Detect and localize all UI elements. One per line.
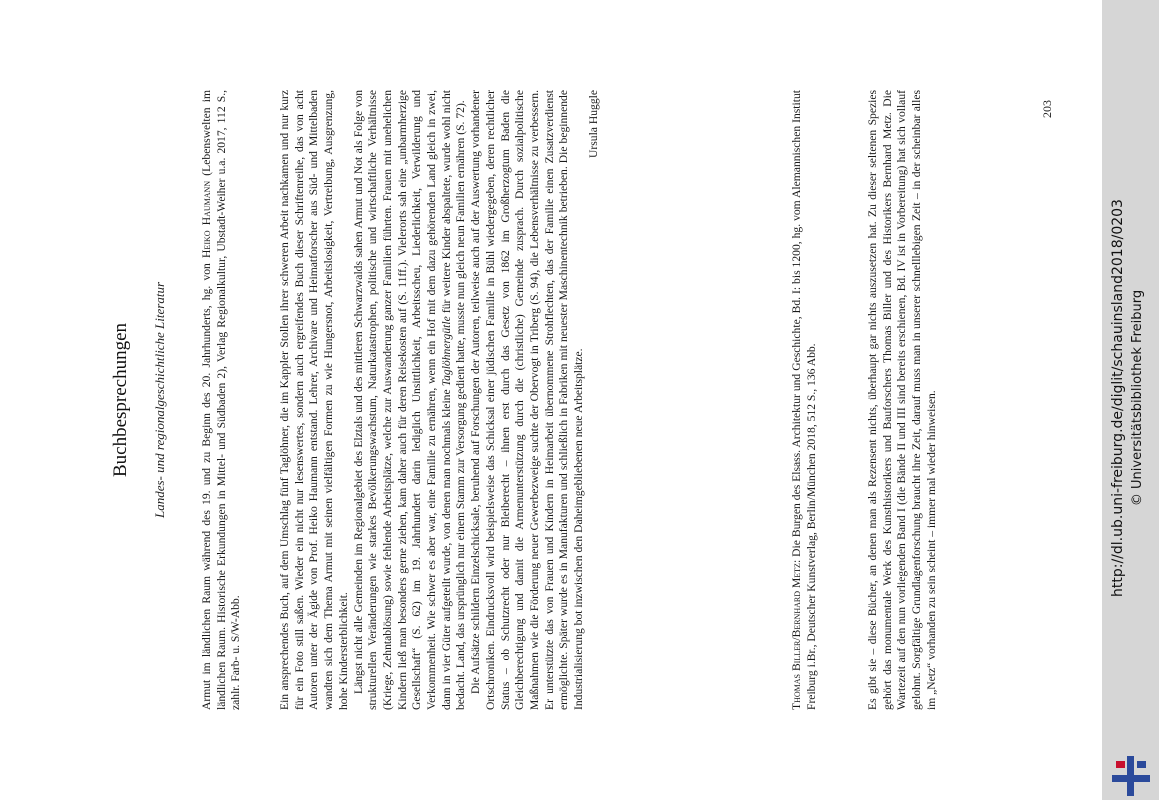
copyright-notice: © Universitätsbibliothek Freiburg xyxy=(1130,289,1145,507)
review-2-paragraph-1: Es gibt sie – diese Bücher, an denen man als Rezensent nichts, überhaupt gar nichts auszusetzen hat. Zu dieser seltenen Spezies gehört das monumentale Werk des Kunsthistorikers und Bauforschers Thomas Biller und des Historikers Bernhard Metz. Die Wartezeit auf den nun vorliegenden Band I (die Bände II und III sind bereits erschienen, Bd. IV ist in Vorbereitung) hat sich vollauf gelohnt. Sorgfältige Grundlagenforschung braucht ihre Zeit, darauf muss man in unserer schnelllebigen Zeit – in der scheinbar alles im „Netz“ vorhanden zu sein scheint – immer mal wieder hinweisen. xyxy=(866,90,938,710)
review-1-paragraph-3: Die Aufsätze schildern Einzelschicksale, beruhend auf Forschungen der Autoren, teilweise auch auf der Auswertung vorhandener Ortschroniken. Eindrucksvoll wird beispielsweise das Schicksal einer jüdischen Familie in Bühl wiedergegeben, deren rechtlicher Status – ob Schutzrecht oder nur Bleiberecht – ihnen erst durch das Gesetz von 1862 im Großherzogtum Baden die Gleichberechtigung und damit die Armenunterstützung durch die (christliche) Gemeinde zusprach. Durch sozialpolitische Maßnahmen wie die Förderung neuer Gewerbezweige suchte der Obervogt in Triberg (S. 94), die Lebensverhältnisse zu verbessern. Er unterstützte das von Frauen und Kindern in Heimarbeit übernommene Strohflechten, das der Familie einen Zusatzverdienst ermöglichte. Später wurde es in Manufakturen und schließlich in Fabriken mit neuester Maschinentechnik betrieben. Die beginnende Industrialisierung bot inzwischen den Daheimgebliebenen neue Arbeitsplätze. xyxy=(469,90,586,710)
author-2: Bernhard Metz xyxy=(790,563,803,638)
author-1: Thomas Biller xyxy=(790,640,803,710)
paragraph-2-text-b: für weitere Kinder abspaltete, wurde wohl nicht bedacht. Land, das ursprünglich nur einem Stamm zur Versorgung gedient hatte, musste nun gleich neun Familien ernähren (S. 72). xyxy=(439,90,468,710)
reviewer-signature: Ursula Huggle xyxy=(586,90,600,158)
citation-details: (Lebenswelten im ländlichen Raum. Historische Erkundungen in Mittel- und Südbaden 2), Verlag Regionalkultur, Ubstadt-Weiher u.a. 2017, 112 S., zahlr. Farb- u. S/W-Abb. xyxy=(200,90,243,710)
review-1-paragraph-2 xyxy=(352,90,470,710)
review-2-body xyxy=(866,90,940,710)
author-separator: / xyxy=(790,637,803,641)
review-2-citation xyxy=(790,90,819,710)
review-1-paragraph-1: Ein ansprechendes Buch, auf dem Umschlag fünf Taglöhner, die im Kappler Stollen ihrer schweren Arbeit nachkamen und nur kurz für ein Foto still saßen. Wieder ein nicht nur lesenswertes, sondern auch ergreifendes Buch dieser Schriftenreihe, das von acht Autoren unter der Ägide von Prof. Heiko Haumann entstand. Lehrer, Archivare und Heimatforscher aus Süd- und Mittelbaden wandten sich dem Thema Armut mit seinen vielfältigen Formen zu wie Hungersnot, Arbeitslosigkeit, Vertreibung, Ausgrenzung, hohe Kindersterblichkeit. xyxy=(278,90,350,710)
editor-name: Heiko Haumann xyxy=(200,180,213,258)
page-number: 203 xyxy=(1040,100,1054,118)
citation-title: Armut im ländlichen Raum während des 19. und zu Beginn des 20. Jahrhunderts, hg. von xyxy=(200,263,213,710)
paragraph-2-italic-term: Taglöhnergütle xyxy=(439,316,453,387)
page-subtitle: Landes- und regionalgeschichtliche Literatur xyxy=(152,281,167,519)
paragraph-2-text-a: Längst nicht alle Gemeinden im Regionalgebiet des Elztals und des mittleren Schwarzwalds sahen Armut und Not als Folge von strukturellen Veränderungen wie starkes Bevölkerungswachstum, Naturkatastrophen, politische und wirtschaftliche Verhältnisse (Kriege, Zehntablösung) sowie fehlende Arbeitsplätze, welche zur Auswanderung ganzer Familien führten. Frauen mit unehelichen Kindern ließ man besonders gerne ziehen, kam daher auch für deren Reisekosten auf (S. 11ff.). Vielerorts sah eine „unbarmherzige Gesellschaft“ (S. 62) im 19. Jahrhundert darin lediglich Unsittlichkeit, Arbeitsscheu, Liederlichkeit, Verwilderung und Verkommenheit. Wie schwer es aber war, eine Familie zu ernähren, wenn ein Hof mit dem dazu gehörenden Land gleich in zwei, dann in vier Güter aufgeteilt wurde, von denen man nochmals kleine xyxy=(351,90,453,710)
review-1-citation xyxy=(200,90,244,710)
page-title: Buchbesprechungen xyxy=(110,322,131,478)
source-url[interactable]: http://dl.ub.uni-freiburg.de/diglit/schauinsland2018/0203 xyxy=(1110,199,1126,597)
review-1-body xyxy=(278,90,601,710)
library-sidebar xyxy=(1102,0,1159,800)
book-citation: : Die Burgen des Elsass. Architektur und Geschichte, Bd. I: bis 1200, hg. vom Alemannischen Institut Freiburg i.Br., Deutscher Kunstverlag, Berlin/München 2018, 512 S., 136 Abb. xyxy=(790,90,818,710)
